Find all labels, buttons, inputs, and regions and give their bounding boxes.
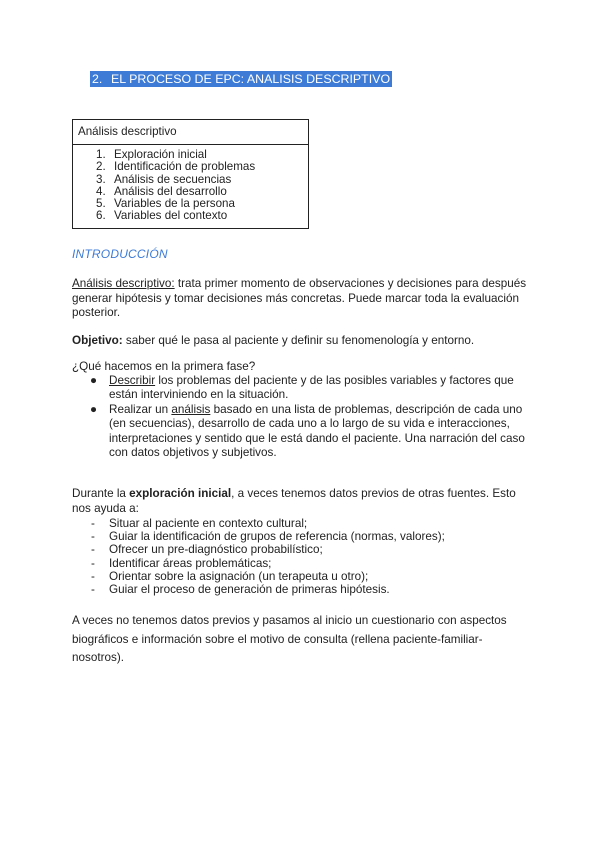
objective-text: saber qué le pasa al paciente y definir su fenomenología y entorno. — [122, 334, 475, 347]
list-item: - Guiar el proceso de generación de primeras hipótesis. — [91, 583, 390, 597]
list-item: 3. Análisis de secuencias — [96, 172, 232, 186]
list-item: 2. Identificación de problemas — [96, 160, 256, 174]
definition-paragraph — [72, 277, 532, 321]
section-title: EL PROCESO DE EPC: ANALISIS DESCRIPTIVO — [111, 72, 391, 86]
exploration-paragraph: Durante la exploración inicial, a veces tenemos datos previos de otras fuentes. Esto nos ayuda a: — [72, 487, 516, 515]
summary-table-body — [73, 145, 309, 229]
list-item: - Situar al paciente en contexto cultural; — [91, 517, 308, 530]
definition-text: trata primer momento de observaciones y decisiones para después generar hipótesis y tomar decisiones más concretas. Puede marcar toda la evaluación posterior. — [72, 277, 527, 320]
bullet-list — [72, 374, 532, 460]
exploration-list — [72, 517, 532, 596]
list-item: - Orientar sobre la asignación (un terapeuta u otro); — [91, 569, 369, 583]
summary-list — [73, 149, 308, 223]
list-item: 1. Exploración inicial — [96, 148, 207, 161]
list-item: - Guiar la identificación de grupos de referencia (normas, valores); — [91, 530, 445, 544]
section-heading — [90, 71, 392, 87]
list-item: 6. Variables del contexto — [96, 209, 228, 223]
summary-table-title: Análisis descriptivo — [73, 120, 309, 145]
intro-heading: INTRODUCCIÓN — [72, 247, 168, 261]
summary-table — [72, 119, 309, 229]
list-item: ● Realizar un análisis basado en una lista de problemas, descripción de cada uno (en secuencias), desarrollo de cada uno a lo largo de su vida e interacciones, interpretaciones y sentido que le está dando el paciente. Una narración del caso con datos objetivos y subjetivos. — [90, 402, 525, 460]
question-text: ¿Qué hacemos en la primera fase? — [72, 360, 256, 373]
list-item: 5. Variables de la persona — [96, 197, 235, 211]
objective-paragraph — [72, 334, 532, 349]
definition-term: Análisis descriptivo: — [72, 277, 175, 290]
bullet-term: Describir — [109, 374, 156, 387]
list-item: ● Describir los problemas del paciente y de las posibles variables y factores que están interviniendo en la situación. — [90, 374, 514, 402]
closing-paragraph: A veces no tenemos datos previos y pasamos al inicio un cuestionario con aspectos biográficos e información sobre el motivo de consulta (rellena paciente-familiar-nosotros). — [72, 614, 507, 665]
objective-label: Objetivo: — [72, 334, 123, 347]
list-item: - Identificar áreas problemáticas; — [91, 556, 272, 570]
exploration-term: exploración inicial — [129, 487, 232, 500]
list-item: 4. Análisis del desarrollo — [96, 184, 227, 198]
bullet-term: análisis — [171, 402, 211, 416]
list-item: - Ofrecer un pre-diagnóstico probabilístico; — [91, 543, 323, 557]
section-number: 2. — [92, 72, 103, 86]
